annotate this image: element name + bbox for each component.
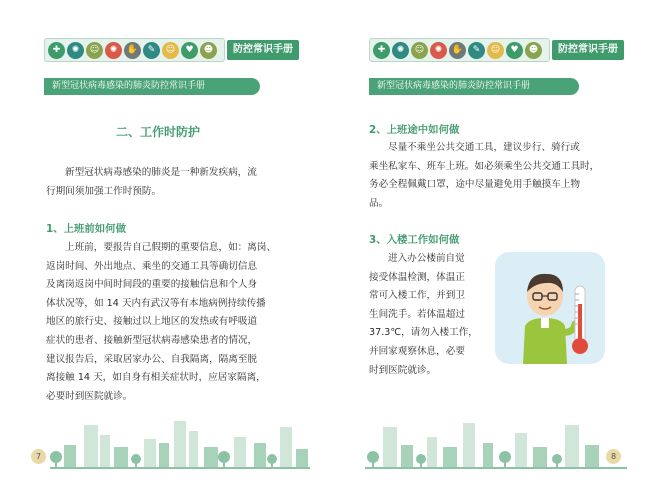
text-line: 建议报告后，采取居家办公、自我隔离，隔离至脱: [46, 353, 258, 365]
icon-strip: [44, 38, 225, 62]
text-line: 37.3℃，请勿入楼工作，: [369, 327, 478, 339]
page-number: 7: [31, 449, 46, 464]
text-line: 返岗时间、外出地点、乘坐的交通工具等确切信息: [46, 260, 258, 272]
shield-icon: ✚: [373, 42, 390, 59]
before-work-paragraph: [46, 239, 298, 406]
ground-line: [50, 467, 310, 469]
text-line: 并回家观察休息，必要: [369, 345, 465, 357]
mask-person-icon: ☺: [86, 42, 103, 59]
text-line: 新型冠状病毒感染的肺炎是一种新发疾病，流: [65, 167, 257, 178]
mask-person-icon: ☺: [411, 42, 428, 59]
subtitle-pill: 新型冠状病毒感染的肺炎防控常识手册: [44, 78, 260, 95]
face-icon: ☺: [487, 42, 504, 59]
text-line: 及离岗返岗中间时间段的重要的接触信息和个人身: [46, 279, 258, 291]
text-line: 生间洗手。若体温超过: [369, 308, 465, 320]
person-icon: ☻: [200, 42, 217, 59]
text-line: 接受体温检测，体温正: [369, 271, 465, 283]
heading-commute: 2、上班途中如何做: [369, 124, 460, 136]
commute-paragraph: [369, 139, 621, 213]
heading-before-work: 1、上班前如何做: [46, 223, 126, 235]
text-line: 乘坐私家车、班车上班。如必须乘坐公共交通工具时，: [369, 160, 600, 172]
person-thermometer-illustration: [495, 252, 605, 364]
face-icon: ☺: [162, 42, 179, 59]
virus-icon: ✺: [430, 42, 447, 59]
virus-icon: ✺: [392, 42, 409, 59]
section-title: 二、工作时防护: [116, 125, 201, 139]
text-line: 上班前，要报告自己假期的重要信息，如：离岗、: [65, 242, 277, 253]
text-line: 行期间须加强工作时预防。: [46, 185, 162, 197]
hand-wash-icon: ✋: [449, 42, 466, 59]
text-line: 症状的患者、接触新型冠状病毒感染患者的情况，: [46, 334, 258, 346]
banner-title: 防控常识手册: [552, 40, 624, 60]
lungs-icon: ♥: [181, 42, 198, 59]
right-page: [335, 0, 650, 499]
text-line: 离接触 14 天，如自身有相关症状时，应居家隔离，: [46, 372, 266, 384]
heading-enter-building: 3、入楼工作如何做: [369, 234, 460, 246]
city-skyline-illustration: [44, 417, 320, 469]
header-banner: [44, 38, 299, 62]
text-line: 品。: [369, 197, 389, 209]
text-line: 必要时到医院就诊。: [46, 390, 133, 402]
person-icon: ☻: [525, 42, 542, 59]
hand-wash-icon: ✋: [124, 42, 141, 59]
ground-line: [365, 467, 627, 469]
virus-icon: ✺: [67, 42, 84, 59]
enter-building-paragraph: [369, 250, 494, 380]
text-line: 体状况等，如 14 天内有武汉等有本地病例持续传播: [46, 297, 266, 309]
virus-icon: ✺: [105, 42, 122, 59]
city-skyline-illustration: [365, 417, 627, 469]
text-line: 进入办公楼前自觉: [388, 253, 465, 264]
lungs-icon: ♥: [506, 42, 523, 59]
shield-icon: ✚: [48, 42, 65, 59]
intro-paragraph: [46, 164, 298, 201]
icon-strip: [369, 38, 550, 62]
text-line: 务必全程佩戴口罩，途中尽量避免用手触摸车上物: [369, 179, 581, 191]
syringe-icon: ✎: [468, 42, 485, 59]
syringe-icon: ✎: [143, 42, 160, 59]
text-line: 尽量不乘坐公共交通工具，建议步行、骑行或: [388, 142, 580, 153]
banner-title: 防控常识手册: [227, 40, 299, 60]
page-number: 8: [606, 449, 621, 464]
subtitle-pill: 新型冠状病毒感染的肺炎防控常识手册: [369, 78, 579, 95]
text-line: 时到医院就诊。: [369, 364, 437, 376]
text-line: 常可入楼工作，并到卫: [369, 290, 465, 302]
header-banner: [369, 38, 624, 62]
text-line: 地区的旅行史、接触过以上地区的发热或有呼吸道: [46, 316, 258, 328]
